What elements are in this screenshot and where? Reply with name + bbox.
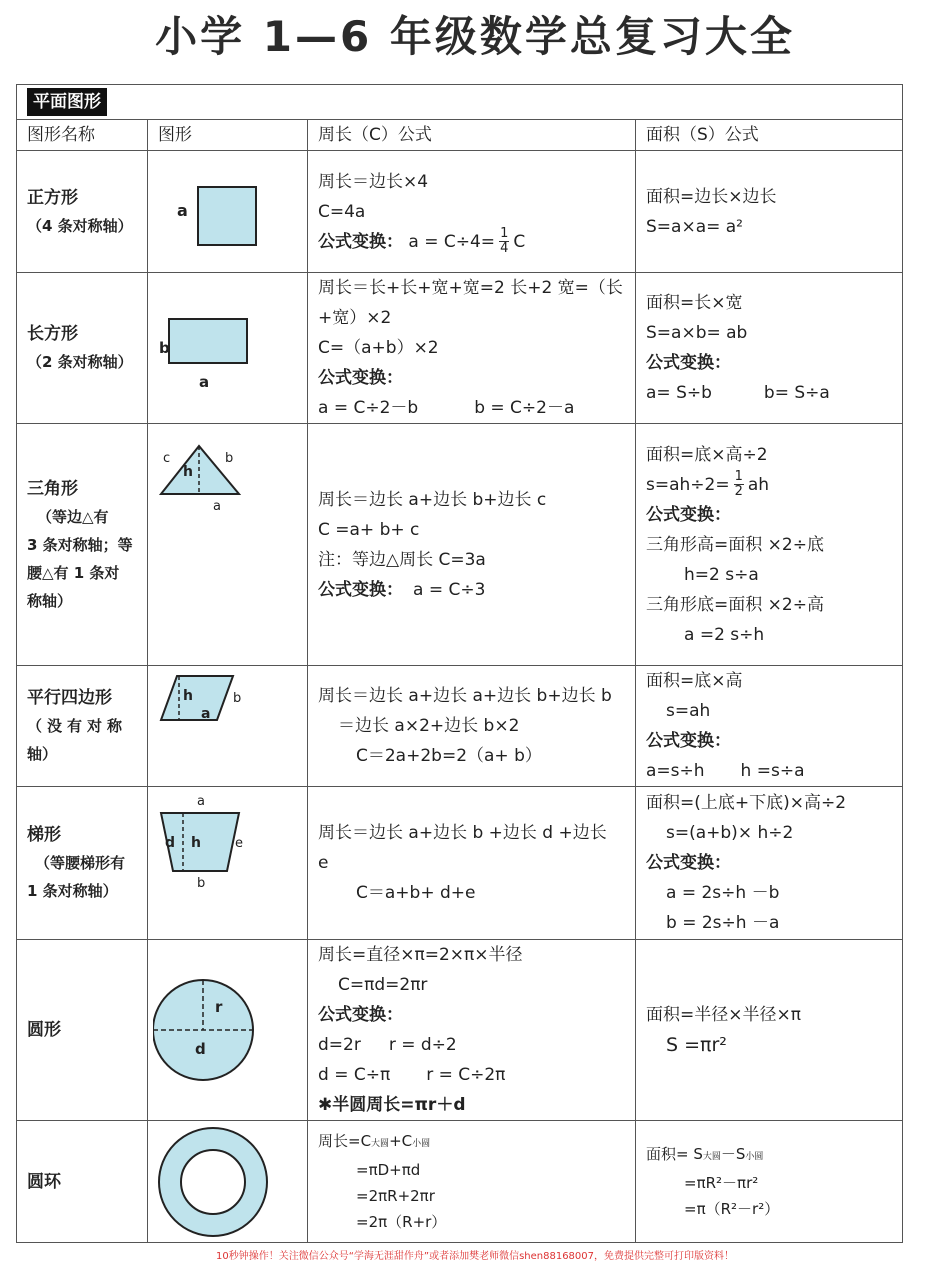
trapezoid-figure [153,787,303,892]
triangle-symmetry-2: 3 条对称轴；等 [27,535,133,554]
triangle-figure [153,424,303,514]
trapezoid-area-1: 面积=(上底+下底)×高÷2 [646,793,847,813]
trapezoid-label-d: d [164,835,175,851]
parallelogram-shape [161,676,233,720]
triangle-symmetry-1: （等边△有 [37,507,109,526]
circle-figure [153,970,303,1090]
ring-name: 圆环 [27,1171,61,1192]
section-title: 平面图形 [27,88,107,116]
parallelogram-perimeter-1: 周长＝边长 a+边长 a+边长 b+边长 b [318,686,612,706]
header-figure: 图形 [148,120,308,151]
rectangle-perimeter-4: 公式变换： [318,368,403,388]
circle-label-d: d [194,1040,206,1058]
parallelogram-label-a: a [200,706,210,722]
page-title: 小学 1—6 年级数学总复习大全 [155,12,795,61]
triangle-name: 三角形 [27,478,78,499]
parallelogram-label-b: b [232,691,241,706]
trapezoid-label-b: b [196,876,205,891]
triangle-label-c: c [162,451,170,466]
circle-area-1: 面积=半径×半径×π [646,1005,801,1025]
square-perimeter-3: 公式变换： a = C÷4= $\frac{1}{4}$ C [318,226,526,256]
parallelogram-symmetry-2: 轴） [27,745,58,763]
square-figure [153,162,303,262]
rectangle-label-a: a [198,373,209,391]
triangle-symmetry-3: 腰△有 1 条对 [27,563,120,582]
trapezoid-perimeter-1: 周长＝边长 a+边长 b +边长 d +边长 [318,823,607,843]
triangle-area-5: h=2 s÷a [684,564,759,585]
trapezoid-symmetry-2: 1 条对称轴） [27,882,118,900]
square-symmetry: （4 条对称轴） [27,216,133,235]
parallelogram-area-3: 公式变换： [646,731,731,751]
square-perimeter-2: C=4a [318,201,366,222]
rectangle-area-3: 公式变换： [646,353,731,373]
trapezoid-symmetry-1: （等腰梯形有 [35,854,126,872]
circle-perimeter-2: C=πd=2πr [338,975,428,995]
circle-perimeter-4: d=2r r = d÷2 [318,1035,457,1055]
triangle-symmetry-4: 称轴） [27,591,73,610]
trapezoid-label-a: a [196,794,205,809]
row-circle [17,940,903,1121]
parallelogram-perimeter-3: C＝2a+2b=2（a+ b） [356,746,542,766]
triangle-label-a: a [212,499,221,514]
parallelogram-area-4: a=s÷h h =s÷a [646,761,805,781]
row-square [17,151,903,273]
circle-perimeter-3: 公式变换： [318,1005,403,1025]
row-ring [17,1121,903,1243]
triangle-perimeter-2: C =a+ b+ c [318,519,420,540]
header-row [17,120,903,151]
rectangle-perimeter-1: 周长＝长+长+宽+宽=2 长+2 宽=（长 [318,278,623,298]
parallelogram-area-2: s=ah [666,701,711,721]
triangle-area-1: 面积=底×高÷2 [646,444,768,465]
trapezoid-name: 梯形 [27,825,61,845]
triangle-area-7: a =2 s÷h [684,624,765,645]
rectangle-name: 长方形 [27,324,78,344]
trapezoid-perimeter-2: e [318,853,329,873]
trapezoid-perimeter-3: C＝a+b+ d+e [356,883,476,903]
rectangle-label-b: b [158,339,170,357]
ring-inner-shape [181,1150,245,1214]
formula-table [16,84,903,1243]
ring-perimeter-1: 周长=C大圆+C小圆 [318,1132,431,1150]
ring-perimeter-2: =πD+πd [356,1161,421,1179]
triangle-perimeter-3: 注：等边△周长 C=3a [318,549,486,570]
triangle-perimeter-1: 周长＝边长 a+边长 b+边长 c [318,489,547,510]
triangle-area-2: s=ah÷2= $\frac{1}{2}$ ah [646,469,770,499]
square-label-a: a [176,200,188,220]
trapezoid-area-2: s=(a+b)× h÷2 [666,823,794,843]
row-parallelogram [17,666,903,787]
circle-perimeter-5: d = C÷π r = C÷2π [318,1065,506,1085]
parallelogram-area-1: 面积=底×高 [646,671,743,691]
ring-area-2: =πR²－πr² [684,1174,759,1192]
ring-area-3: =π（R²－r²） [684,1200,780,1218]
circle-name: 圆形 [27,1020,61,1040]
parallelogram-perimeter-2: ＝边长 a×2+边长 b×2 [338,716,520,736]
header-area: 面积（S）公式 [636,120,903,151]
rectangle-perimeter-3: C=（a+b）×2 [318,338,439,358]
rectangle-shape [169,319,247,363]
circle-perimeter-1: 周长=直径×π=2×π×半径 [318,945,523,965]
parallelogram-label-h: h [182,688,193,704]
square-area-1: 面积=边长×边长 [646,186,777,207]
rectangle-area-2: S=a×b= ab [646,323,748,343]
triangle-area-3: 公式变换： [646,504,731,525]
trapezoid-label-e: e [234,836,243,851]
row-trapezoid [17,787,903,940]
triangle-label-h: h [182,464,193,480]
circle-label-r: r [214,998,222,1016]
ring-perimeter-4: =2π（R+r） [356,1213,447,1231]
circle-perimeter-6: ✱半圆周长=πr＋d [318,1095,466,1115]
trapezoid-label-h: h [190,835,201,851]
circle-area-2: S =πr² [666,1034,727,1056]
square-perimeter-1: 周长＝边长×4 [318,171,429,192]
parallelogram-name: 平行四边形 [27,688,112,708]
ring-area-1: 面积= S大圆－S小圆 [646,1145,764,1163]
rectangle-area-4: a= S÷b b= S÷a [646,383,830,403]
header-perimeter: 周长（C）公式 [308,120,636,151]
square-name: 正方形 [27,187,78,208]
ring-perimeter-3: =2πR+2πr [356,1187,435,1205]
rectangle-perimeter-5: a = C÷2－b b = C÷2－a [318,398,575,418]
section-header [17,85,903,120]
rectangle-area-1: 面积=长×宽 [646,293,743,313]
row-triangle [17,424,903,666]
triangle-perimeter-4: 公式变换： a = C÷3 [318,579,486,600]
ring-figure [153,1124,303,1240]
parallelogram-figure [153,666,303,736]
trapezoid-area-4: a = 2s÷h －b [666,883,780,903]
rectangle-perimeter-2: +宽）×2 [318,308,392,328]
trapezoid-area-5: b = 2s÷h －a [666,913,780,933]
header-name: 图形名称 [17,120,148,151]
triangle-label-b: b [224,451,233,466]
rectangle-symmetry: （2 条对称轴） [27,353,133,371]
rectangle-figure [153,293,303,403]
triangle-area-6: 三角形底=面积 ×2÷高 [646,594,824,615]
footer-note: 10秒钟操作！关注微信公众号“学海无涯甜作舟”或者添加樊老师微信shen88168007，免费提供完整可打印版资料！ [215,1251,735,1262]
parallelogram-symmetry-1: （没有对称 [27,717,128,735]
square-shape [198,187,256,245]
row-rectangle [17,273,903,424]
triangle-area-4: 三角形高=面积 ×2÷底 [646,534,824,555]
square-area-2: S=a×a= a² [646,216,743,237]
trapezoid-area-3: 公式变换： [646,853,731,873]
